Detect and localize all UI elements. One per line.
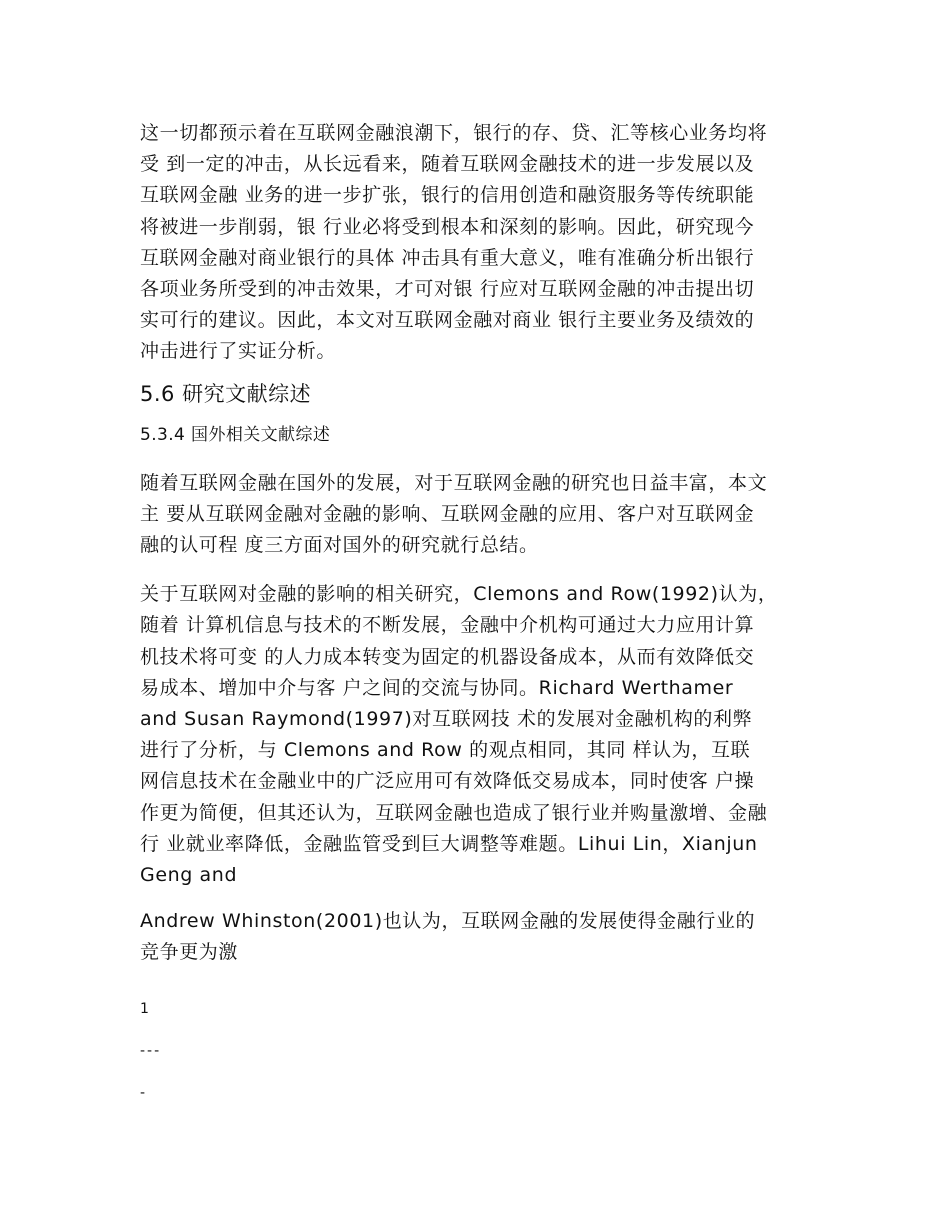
text-line: 网信息技术在金融业中的广泛应用可有效降低交易成本，同时使客 户操 [140,770,755,793]
page-number: 1 [140,1000,149,1017]
text-line: 行 业就业率降低，金融监管受到巨大调整等难题。Lihui Lin，Xianjun [140,832,758,855]
separator: --- [140,1042,162,1059]
text-line: 将被进一步削弱，银 行业必将受到根本和深刻的影响。因此，研究现今 [140,215,755,238]
text-line: 实可行的建议。因此，本文对互联网金融对商业 银行主要业务及绩效的 [140,309,755,332]
paragraph-literature [140,579,830,891]
text-line: 这一切都预示着在互联网金融浪潮下，银行的存、贷、汇等核心业务均将 [140,122,768,144]
text-line: 机技术将可变 的人力成本转变为固定的机器设备成本，从而有效降低交 [140,645,755,668]
document-page [140,118,830,1103]
text-line: Geng and [140,864,238,887]
text-line: 进行了分析，与 Clemons and Row 的观点相同，其同 样认为，互联 [140,739,751,762]
text-line: 关于互联网对金融的影响的相关研究，Clemons and Row(1992)认为， [140,583,778,606]
text-line: and Susan Raymond(1997)对互联网技 术的发展对金融机构的利弊 [140,708,753,731]
text-line: 主 要从互联网金融对金融的影响、互联网金融的应用、客户对互联网金 [140,502,755,525]
text-line: 各项业务所受到的冲击效果，才可对银 行应对互联网金融的冲击提出切 [140,278,755,301]
text-line: 作更为简便，但其还认为，互联网金融也造成了银行业并购量激增、金融 [140,801,768,824]
trailing-dash: - [140,1084,146,1101]
text-line: 易成本、增加中介与客 户之间的交流与协同。Richard Werthamer [140,676,734,699]
section-heading: 5.6 研究文献综述 [140,381,312,406]
text-line: 受 到一定的冲击，从长远看来，随着互联网金融技术的进一步发展以及 [140,153,755,176]
text-line: 互联网金融对商业银行的具体 冲击具有重大意义，唯有准确分析出银行 [140,246,755,269]
text-line: 冲击进行了实证分析。 [140,340,337,363]
paragraph-continued [140,906,830,968]
subsection-heading: 5.3.4 国外相关文献综述 [140,424,331,445]
paragraph-overview [140,468,830,562]
text-line: 互联网金融 业务的进一步扩张，银行的信用创造和融资服务等传统职能 [140,184,755,207]
text-line: 随着互联网金融在国外的发展，对于互联网金融的研究也日益丰富，本文 [140,471,768,494]
text-line: 融的认可程 度三方面对国外的研究就行总结。 [140,534,539,557]
paragraph-intro [140,118,830,368]
text-line: 随着 计算机信息与技术的不断发展，金融中介机构可通过大力应用计算 [140,614,755,637]
text-line: Andrew Whinston(2001)也认为，互联网金融的发展使得金融行业的 [140,910,756,933]
text-line: 竞争更为激 [140,941,239,964]
